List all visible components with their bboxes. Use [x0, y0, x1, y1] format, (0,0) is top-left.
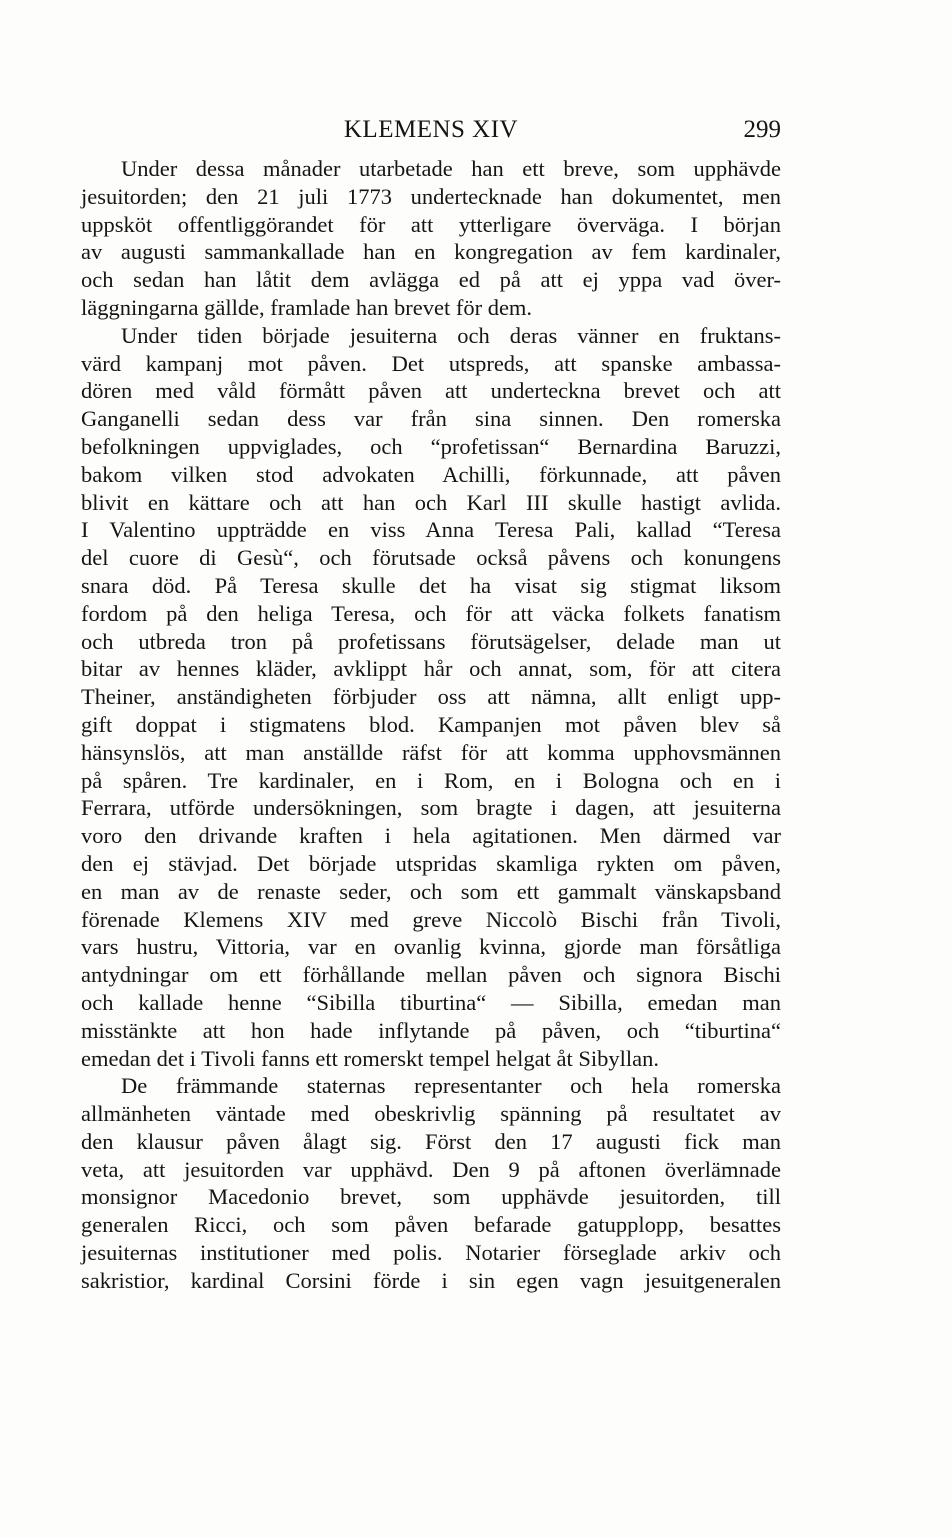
text-line: gift doppat i stigmatens blod. Kampanjen mot påven blev så [81, 711, 781, 737]
text-line: Ganganelli sedan dess var från sina sinnen. Den romerska [81, 406, 781, 432]
running-title: KLEMENS XIV [343, 116, 519, 143]
text-line: allmänheten väntade med obeskrivlig spänning på resultatet av [81, 1101, 781, 1127]
text-line: bakom vilken stod advokaten Achilli, förkunnade, att påven [81, 461, 781, 487]
text-line: snara död. På Teresa skulle det ha visat sig stigmat liksom [81, 572, 781, 598]
text-line: jesuiternas institutioner med polis. Notarier förseglade arkiv och [81, 1240, 781, 1266]
text-line: och kallade henne “Sibilla tiburtina“ — Sibilla, emedan man [81, 989, 781, 1015]
text-line: Theiner, anständigheten förbjuder oss att nämna, allt enligt upp- [81, 684, 781, 710]
text-line: veta, att jesuitorden var upphävd. Den 9 på aftonen överlämnade [81, 1156, 781, 1182]
text-line: De främmande staternas representanter och hela romerska [121, 1073, 781, 1099]
text-line: hänsynslös, att man anställde räfst för att komma upphovsmännen [81, 739, 781, 765]
text-line: förenade Klemens XIV med greve Niccolò Bischi från Tivoli, [81, 906, 781, 932]
text-line: på spåren. Tre kardinaler, en i Rom, en i Bologna och en i [81, 767, 781, 793]
text-line: Ferrara, utförde undersökningen, som bragte i dagen, att jesuiterna [81, 795, 781, 821]
text-line: del cuore di Gesù“, och förutsade också påvens och konungens [81, 545, 781, 571]
text-line: den ej stävjad. Det började utspridas skamliga rykten om påven, [81, 850, 781, 876]
text-line: den klausur påven ålagt sig. Först den 17 augusti fick man [81, 1128, 781, 1154]
text-line: värd kampanj mot påven. Det utspreds, att spanske ambassa- [81, 350, 781, 376]
text-line: sakristior, kardinal Corsini förde i sin egen vagn jesuitgeneralen [81, 1267, 781, 1293]
paragraph [81, 322, 781, 1073]
text-line: bitar av hennes kläder, avklippt hår och annat, som, för att citera [81, 656, 781, 682]
text-line: en man av de renaste seder, och som ett gammalt vänskapsband [81, 878, 781, 904]
paragraph [81, 1072, 781, 1294]
text-line: antydningar om ett förhållande mellan påven och signora Bischi [81, 962, 781, 988]
text-line: av augusti sammankallade han en kongregation av fem kardinaler, [81, 239, 781, 265]
paragraph [81, 155, 781, 322]
text-line: misstänkte att hon hade inflytande på påven, och “tiburtina“ [81, 1017, 781, 1043]
text-line: fordom på den heliga Teresa, och för att väcka folkets fanatism [81, 600, 781, 626]
text-line: generalen Ricci, och som påven befarade gatupplopp, besattes [81, 1212, 781, 1238]
text-line: Under dessa månader utarbetade han ett breve, som upphävde [121, 156, 781, 181]
text-line: och utbreda tron på profetissans förutsägelser, delade man ut [81, 628, 781, 654]
text-line: uppsköt offentliggörandet för att ytterligare överväga. I början [81, 211, 781, 237]
text-line: blivit en kättare och att han och Karl III skulle hastigt avlida. [81, 489, 781, 515]
text-line: I Valentino uppträdde en viss Anna Teresa Pali, kallad “Teresa [81, 517, 781, 543]
text-line: och sedan han låtit dem avlägga ed på att ej yppa vad över- [81, 267, 781, 293]
text-line: vars hustru, Vittoria, var en ovanlig kvinna, gjorde man försåtliga [81, 934, 781, 960]
text-line: dören med våld förmått påven att underteckna brevet och att [81, 378, 781, 404]
text-line: voro den drivande kraften i hela agitationen. Men därmed var [81, 823, 781, 849]
page-number: 299 [743, 116, 781, 143]
page-header [81, 112, 781, 152]
text-line: jesuitorden; den 21 juli 1773 undertecknade han dokumentet, men [81, 183, 781, 209]
body-text [81, 155, 781, 1295]
text-line: läggningarna gällde, framlade han brevet för dem. [81, 294, 533, 320]
text-line: emedan det i Tivoli fanns ett romerskt tempel helgat åt Sibyllan. [81, 1045, 660, 1071]
text-line: Under tiden började jesuiterna och deras vänner en fruktans- [121, 322, 781, 348]
text-line: monsignor Macedonio brevet, som upphävde jesuitorden, till [81, 1184, 781, 1210]
text-line: befolkningen uppviglades, och “profetissan“ Bernardina Baruzzi, [81, 433, 781, 459]
